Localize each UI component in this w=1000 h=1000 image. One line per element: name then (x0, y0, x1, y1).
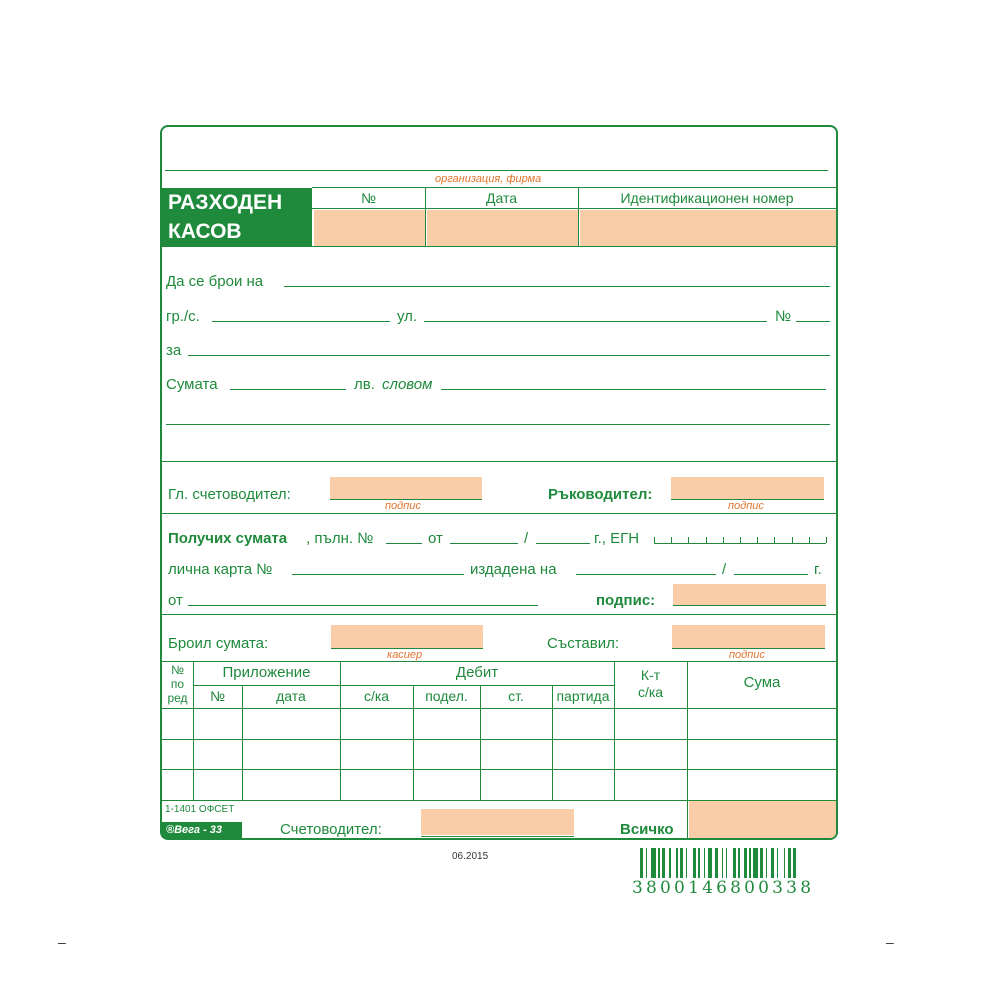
egn-line[interactable] (654, 543, 826, 544)
barcode-bar (651, 848, 656, 878)
section-divider-2 (162, 513, 837, 514)
form-title-line2: КАСОВ ОРДЕР (162, 217, 312, 247)
issued-date-line-2[interactable] (734, 574, 808, 575)
col-debit-article: ст. (508, 688, 524, 704)
total-amount-field[interactable] (689, 801, 836, 838)
table-row-line-1 (162, 739, 837, 740)
pay-to-label: Да се брои на (166, 273, 264, 290)
barcode-bar (693, 848, 696, 878)
table-subheader-line (194, 685, 614, 686)
manager-signature[interactable] (671, 477, 824, 499)
egn-tick (706, 537, 707, 543)
accountant-signature[interactable] (421, 809, 574, 835)
accountant-sig-line (421, 836, 574, 837)
egn-tick (723, 537, 724, 543)
issued-on-label: издадена на (470, 561, 557, 578)
col-row-number: № по ред (167, 663, 188, 705)
barcode-bar (680, 848, 683, 878)
crop-mark-right: – (886, 934, 894, 950)
edition-date: 06.2015 (452, 851, 489, 862)
barcode-bar (744, 848, 747, 878)
for-label: за (166, 342, 182, 359)
col-attachment: Приложение (222, 664, 311, 681)
col-line-3 (340, 661, 341, 800)
amount-label: Сумата (166, 376, 218, 393)
poa-slash: / (524, 530, 529, 547)
id-card-label: лична карта № (168, 561, 273, 578)
compiled-label: Съставил: (547, 635, 620, 652)
issued-year-label: г. (814, 561, 822, 578)
barcode-bar (733, 848, 736, 878)
city-line[interactable] (212, 321, 390, 322)
id-number-field[interactable] (580, 210, 836, 246)
col-debit-lot: партида (556, 688, 610, 704)
received-amount-label: Получих сумата (168, 530, 288, 547)
egn-tick (688, 537, 689, 543)
col-debit-account: с/ка (363, 688, 390, 704)
barcode-bar (646, 848, 648, 878)
brand-badge: ®Вега - 33 (162, 822, 242, 838)
organization-line (165, 170, 828, 171)
header-bottom-line (162, 246, 837, 247)
chief-accountant-signature[interactable] (330, 477, 482, 499)
barcode-bar (784, 848, 786, 878)
compiled-signature[interactable] (672, 625, 825, 648)
poa-date-line-1[interactable] (450, 543, 518, 544)
col-id-number: Идентификационен номер (620, 190, 794, 206)
barcode-bar (676, 848, 678, 878)
barcode-bar (708, 848, 713, 878)
barcode-bar (658, 848, 660, 878)
street-label: ул. (397, 308, 418, 325)
number-line[interactable] (796, 321, 830, 322)
barcode-bar (749, 848, 751, 878)
col-attachment-date: дата (276, 688, 306, 704)
pay-to-line[interactable] (284, 286, 830, 287)
counted-label: Броил сумата: (168, 635, 269, 652)
col-line-1 (193, 661, 194, 800)
chief-accountant-label: Гл. счетоводител: (168, 486, 291, 503)
manager-sig-caption: подпис (728, 500, 764, 512)
form-title-line1: РАЗХОДЕН (162, 188, 312, 218)
section-divider-1 (162, 461, 837, 462)
number-label: № (775, 308, 792, 325)
barcode-bar (726, 848, 728, 878)
egn-tick (792, 537, 793, 543)
issued-date-line-1[interactable] (576, 574, 716, 575)
egn-tick (740, 537, 741, 543)
barcode-bar (722, 848, 724, 878)
barcode-bar (669, 848, 671, 878)
barcode-bar (686, 848, 688, 878)
receiver-sig-line (673, 605, 826, 606)
barcode-bar (698, 848, 700, 878)
table-header-bottom (162, 708, 837, 709)
egn-tick (671, 537, 672, 543)
amount-line[interactable] (230, 389, 346, 390)
barcode-bar (738, 848, 740, 878)
barcode-bar (766, 848, 768, 878)
table-top-line (162, 661, 837, 662)
barcode-bar (771, 848, 774, 878)
crop-mark-left: – (58, 934, 66, 950)
cashier-signature[interactable] (331, 625, 483, 648)
barcode-bar (777, 848, 779, 878)
col-attachment-no: № (209, 688, 226, 704)
currency-label: лв. (354, 376, 375, 393)
accountant-label: Счетоводител: (280, 821, 382, 838)
receiver-signature-label: подпис: (596, 592, 656, 609)
header-top-line (312, 187, 837, 188)
barcode-number: 3800146800338 (632, 878, 815, 898)
receiver-signature[interactable] (673, 584, 826, 605)
order-number-field[interactable] (314, 210, 425, 246)
issued-by-label: от (168, 592, 183, 609)
col-sum: Сума (743, 674, 781, 691)
col-credit-account: К-т с/ка (637, 667, 664, 700)
barcode-bar (793, 848, 796, 878)
barcode-bar (715, 848, 718, 878)
col-debit-division: подел. (425, 688, 468, 704)
print-code: 1-1401 ОФСЕТ (165, 804, 235, 815)
poa-number-line[interactable] (386, 543, 422, 544)
col-debit: Дебит (455, 664, 499, 681)
section-divider-3 (162, 614, 837, 615)
in-words-line[interactable] (441, 389, 826, 390)
for-line[interactable] (188, 355, 830, 356)
year-egn-label: г., ЕГН (594, 530, 640, 547)
egn-tick (757, 537, 758, 543)
city-label: гр./с. (166, 308, 200, 325)
col-order-number: № (360, 190, 377, 206)
organization-caption: организация, фирма (435, 173, 542, 185)
egn-tick (826, 537, 827, 543)
in-words-line-2[interactable] (166, 424, 830, 425)
street-line[interactable] (424, 321, 767, 322)
id-card-line[interactable] (292, 574, 464, 575)
col-date: Дата (485, 190, 517, 206)
poa-date-line-2[interactable] (536, 543, 590, 544)
barcode-bar (760, 848, 763, 878)
issued-slash: / (722, 561, 727, 578)
chief-accountant-sig-caption: подпис (385, 500, 421, 512)
total-label: Всичко (620, 821, 674, 838)
table-row-line-2 (162, 769, 837, 770)
barcode-bar (640, 848, 643, 878)
in-words-label: словом (382, 376, 433, 393)
poa-from-label: от (428, 530, 443, 547)
cashier-caption: касиер (387, 649, 423, 661)
barcode-bar (753, 848, 758, 878)
header-mid-line (312, 208, 837, 209)
barcode-bar (788, 848, 791, 878)
egn-tick (774, 537, 775, 543)
poa-number-label: , пълн. № (306, 530, 374, 547)
order-date-field[interactable] (427, 210, 578, 246)
issued-by-line[interactable] (188, 605, 538, 606)
compiled-caption: подпис (729, 649, 765, 661)
egn-tick (809, 537, 810, 543)
barcode-bar (662, 848, 665, 878)
barcode-bar (704, 848, 706, 878)
manager-label: Ръководител: (548, 486, 653, 503)
egn-tick (654, 537, 655, 543)
